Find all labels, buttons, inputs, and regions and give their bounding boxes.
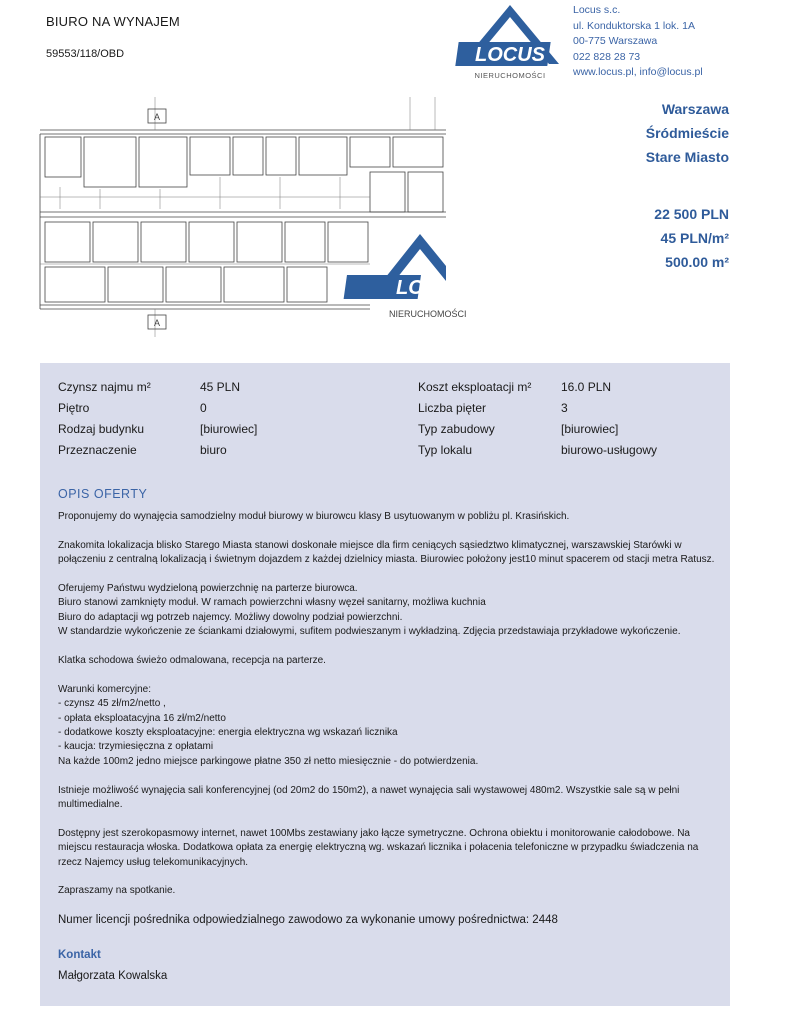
description-paragraph <box>58 683 723 769</box>
property-label: Czynsz najmu m² <box>58 380 151 394</box>
description-line: Warunki komercyjne: <box>58 683 151 695</box>
property-value: [biurowiec] <box>561 422 619 436</box>
contact-person-name: Małgorzata Kowalska <box>58 970 168 982</box>
broker-license-number: Numer licencji pośrednika odpowiedzialnego zawodowo za wykonanie umowy pośrednictwa: 2448 <box>58 914 558 926</box>
property-value: biuro <box>200 443 227 457</box>
description-heading: OPIS OFERTY <box>58 487 148 501</box>
property-label: Liczba pięter <box>418 401 487 415</box>
property-label: Przeznaczenie <box>58 443 137 457</box>
description-line: Na każde 100m2 jedno miejsce parkingowe płatne 350 zł netto miesięcznie - do potwierdzenia. <box>58 755 479 767</box>
description-line: Istnieje możliwość wynajęcia sali konferencyjnej (od 20m2 do 150m2), a nawet wynajęcia sali wystawowej 480m2. Wszystkie sale są w pełni multimedialne. <box>58 784 680 811</box>
agency-street: ul. Konduktorska 1 lok. 1A <box>573 19 695 32</box>
description-line: Biuro stanowi zamknięty moduł. W ramach powierzchni własny węzeł sanitarny, możliwa kuchnia <box>58 597 486 609</box>
floor-plan-image <box>40 97 467 337</box>
property-value: 3 <box>561 401 568 415</box>
description-line: - czynsz 45 zł/m2/netto , <box>58 698 166 710</box>
description-paragraph <box>58 539 723 568</box>
property-value: [biurowiec] <box>200 422 258 436</box>
agency-phone: 022 828 28 73 <box>573 50 641 63</box>
description-paragraph <box>58 654 723 668</box>
description-paragraph <box>58 884 723 898</box>
watermark-text: LOCUS <box>396 277 466 299</box>
logo-subtext: NIERUCHOMOŚCI <box>474 71 546 80</box>
agency-city: 00-775 Warszawa <box>573 35 658 47</box>
property-value: biurowo-usługowy <box>561 443 658 457</box>
location-area: Stare Miasto <box>645 149 729 165</box>
description-line: W standardzie wykończenie ze ściankami działowymi, sufitem podwieszanym i wykładziną. Zdjęcia przedstawiaja przykładowe wykończenie. <box>58 626 681 638</box>
property-label: Koszt eksploatacji m² <box>418 380 532 394</box>
description-line: Biuro do adaptacji wg potrzeb najemcy. Możliwy dowolny podział powierzchni. <box>58 611 403 623</box>
offer-reference-number: 59553/118/OBD <box>46 48 125 60</box>
description-line: - kaucja: trzymiesięczna z opłatami <box>58 741 214 753</box>
description-paragraph <box>58 510 723 524</box>
agency-contact-block <box>573 3 703 81</box>
description-line: - dodatkowe koszty eksploatacyjne: energia elektryczna wg wskazań licznika <box>58 727 398 739</box>
location-city: Warszawa <box>661 101 729 117</box>
area-size: 500.00 m² <box>665 254 729 270</box>
watermark-subtext: NIERUCHOMOŚCI <box>389 309 467 319</box>
property-label: Rodzaj budynku <box>58 422 145 436</box>
logo-text: LOCUS <box>475 44 545 66</box>
offer-description <box>58 510 723 913</box>
property-value: 16.0 PLN <box>561 380 612 394</box>
description-paragraph <box>58 827 723 870</box>
section-label-bottom: A <box>153 318 161 328</box>
price-per-m2: 45 PLN/m² <box>660 230 729 246</box>
location-district: Śródmieście <box>645 125 729 141</box>
agency-name: Locus s.c. <box>573 4 621 16</box>
description-line: Dostępny jest szerokopasmowy internet, nawet 100Mbs zestawiany jako łącze symetryczne. Ochrona obiektu i monitorowanie całodobowe. Na miejscu restauracja włoska. Dodatkowa opłata za energię elektryczną wg. wskazań licznika i połacenia telefoniczne w przypadku świadczenia na rzecz Najemcy usług telekomunikacyjnych. <box>58 827 699 868</box>
description-line: Klatka schodowa świeżo odmalowana, recepcja na parterze. <box>58 655 326 667</box>
property-value: 45 PLN <box>200 380 241 394</box>
contact-heading: Kontakt <box>58 949 101 961</box>
total-price: 22 500 PLN <box>654 206 729 222</box>
property-label: Typ zabudowy <box>418 422 495 436</box>
property-value: 0 <box>200 401 207 415</box>
locus-logo <box>458 4 562 84</box>
description-line: Oferujemy Państwu wydzieloną powierzchnię na parterze biurowca. <box>58 583 358 594</box>
description-line: Zapraszamy na spotkanie. <box>58 885 176 897</box>
agency-web-email: www.locus.pl, info@locus.pl <box>573 66 703 78</box>
description-line: Proponujemy do wynajęcia samodzielny moduł biurowy w biurowcu klasy B usytuowanym w pobliżu pl. Krasińskich. <box>58 511 570 522</box>
description-paragraph <box>58 784 723 813</box>
description-paragraph <box>58 582 723 640</box>
property-label: Piętro <box>58 401 90 415</box>
property-label: Typ lokalu <box>418 443 473 457</box>
document-title: BIURO NA WYNAJEM <box>46 14 180 29</box>
section-label-top: A <box>153 112 161 122</box>
description-line: Znakomita lokalizacja blisko Starego Miasta stanowi doskonałe miejsce dla firm ceniących sąsiedztwo klimatycznej, warszawskiej Starówki w połączeniu z centralną lokalizacją i świetnym dojazdem z każdej dzielnicy miasta. Biurowiec położony jest10 minut spacerem od stacji metra Ratusz. <box>58 539 715 566</box>
description-line: - opłata eksploatacyjna 16 zł/m2/netto <box>58 712 226 724</box>
